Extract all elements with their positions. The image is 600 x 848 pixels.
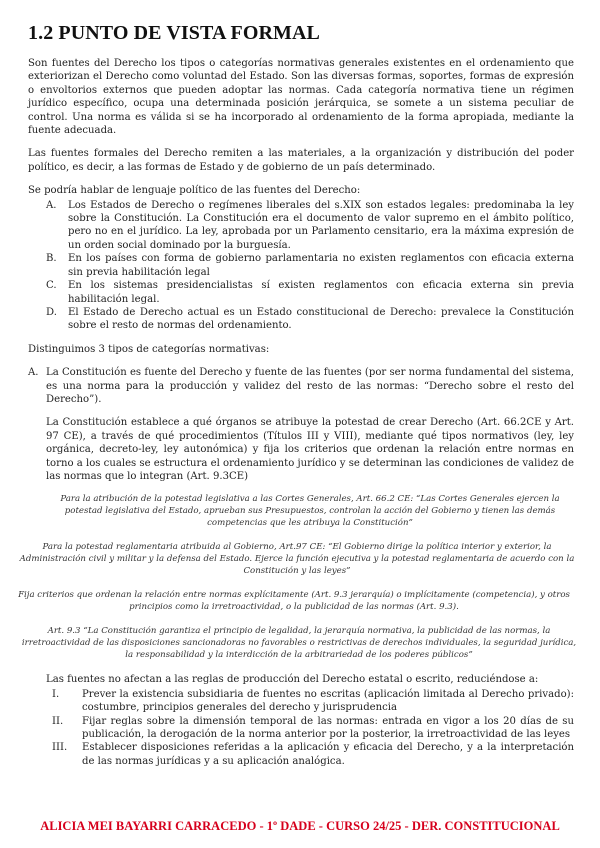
- list-item: A. Los Estados de Derecho o regímenes liberales del s.XIX son estados legales: predominaba la ley sobre la Constitución. La Constitución era el documento de valor supremo en el ámbito político, pero no en el jurídico. La ley, aprobada por un Parlamento censitario, era la máxima expresión de un orden social dominado por la burguesía.: [46, 199, 574, 251]
- list-item: II. Fijar reglas sobre la dimensión temporal de las normas: entrada en vigor a los 20 días de su publicación, la derogación de la norma anterior por la posterior, la irretroactividad de las leyes: [52, 715, 574, 740]
- list-item: I. Prever la existencia subsidiaria de fuentes no escritas (aplicación limitada al Derecho privado): costumbre, principios generales del derecho y jurisprudencia: [52, 688, 574, 714]
- section-a-constitution: [28, 366, 574, 406]
- paragraph-sources-intro: Las fuentes no afectan a las reglas de producción del Derecho estatal o escrito, reduciéndose a:: [46, 674, 539, 686]
- quote-art-97: Para la potestad reglamentaria atribuida al Gobierno, Art.97 CE: “El Gobierno dirige la política interior y exterior, la Administración civil y militar y la defensa del Estado. Ejerce la función ejecutiva y la potestad reglamentaria de acuerdo con la Constitución y las leyes”: [19, 542, 575, 577]
- quote-art-66: Para la atribución de la potestad legislativa a las Cortes Generales, Art. 66.2 CE: “Las Cortes Generales ejercen la potestad legislativa del Estado, aprueban sus Presupuestos, controlan la acción del Gobierno y tienen las demás competencias que les atribuya la Constitución”: [60, 494, 560, 529]
- paragraph-definition: Son fuentes del Derecho los tipos o categorías normativas generales existentes en el ordenamiento que exteriorizan el Derecho como voluntad del Estado. Son las diversas formas, soportes, formas de expresión o envoltorios externos que pueden adoptar las normas. Cada categoría normativa tiene un régimen jurídico específico, ocupa una determinada posición jerárquica, se somete a un sistema peculiar de control. Una norma es válida si se ha incorporado al ordenamiento de la forma apropiada, mediante la fuente adecuada.: [28, 58, 574, 137]
- paragraph-formal-sources: Las fuentes formales del Derecho remiten a las materiales, a la organización y distribución del poder político, es decir, a las formas de Estado y de gobierno de un país determinado.: [28, 148, 574, 173]
- list-item: B. En los países con forma de gobierno parlamentaria no existen reglamentos con eficacia externa sin previa habilitación legal: [46, 253, 574, 278]
- paragraph-types-intro: Distinguimos 3 tipos de categorías normativas:: [28, 343, 270, 355]
- paragraph-political-language: Se podría hablar de lenguaje político de las fuentes del Derecho:: [28, 185, 361, 197]
- document-page: [18, 22, 577, 768]
- political-list: [28, 199, 574, 333]
- list-item: D. El Estado de Derecho actual es un Estado constitucional de Derecho: prevalece la Constitución sobre el resto de normas del ordenamiento.: [46, 306, 574, 332]
- quote-art-9-3: Art. 9.3 “La Constitución garantiza el principio de legalidad, la jerarquía normativa, la publicidad de las normas, la irretroactividad de las disposiciones sancionadoras no favorables o restrictivas de derechos individuales, la seguridad jurídica, la responsabilidad y la interdicción de la arbitrariedad de los poderes públicos”: [21, 626, 577, 661]
- section-a-text: La Constitución es fuente del Derecho y fuente de las fuentes (por ser norma fundamental del sistema, es una norma para la producción y validez del resto de las normas: “Derecho sobre el resto del Derecho”).: [46, 367, 574, 405]
- section-a-label: A.: [28, 367, 39, 379]
- quote-criteria: Fija criterios que ordenan la relación entre normas explícitamente (Art. 9.3 jerarquía) o implícitamente (competencia), y otros principios como la irretroactividad, o la publicidad de las normas (Art. 9.3).: [18, 590, 570, 613]
- list-item: III. Establecer disposiciones referidas a la aplicación y eficacia del Derecho, y a la interpretación de las normas jurídicas y a su aplicación analógica.: [52, 742, 574, 767]
- page-footer: ALICIA MEI BAYARRI CARRACEDO - 1º DADE - CURSO 24/25 - DER. CONSTITUCIONAL: [40, 819, 560, 833]
- roman-list: [28, 688, 574, 768]
- section-title: 1.2 PUNTO DE VISTA FORMAL: [28, 22, 320, 44]
- list-item: C. En los sistemas presidencialistas sí existen reglamentos con eficacia externa sin previa habilitación legal.: [46, 280, 574, 305]
- section-a-detail: La Constitución establece a qué órganos se atribuye la potestad de crear Derecho (Art. 66.2CE y Art. 97 CE), a través de qué procedimientos (Títulos III y VIII), mediante qué tipos normativos (ley, ley orgánica, decreto-ley, ley autonómica) y fija los criterios que ordenan la relación entre normas en torno a los cuales se estructura el ordenamiento jurídico y se determinan las condiciones de validez de las normas que lo integran (Art. 9.3CE): [46, 417, 574, 482]
